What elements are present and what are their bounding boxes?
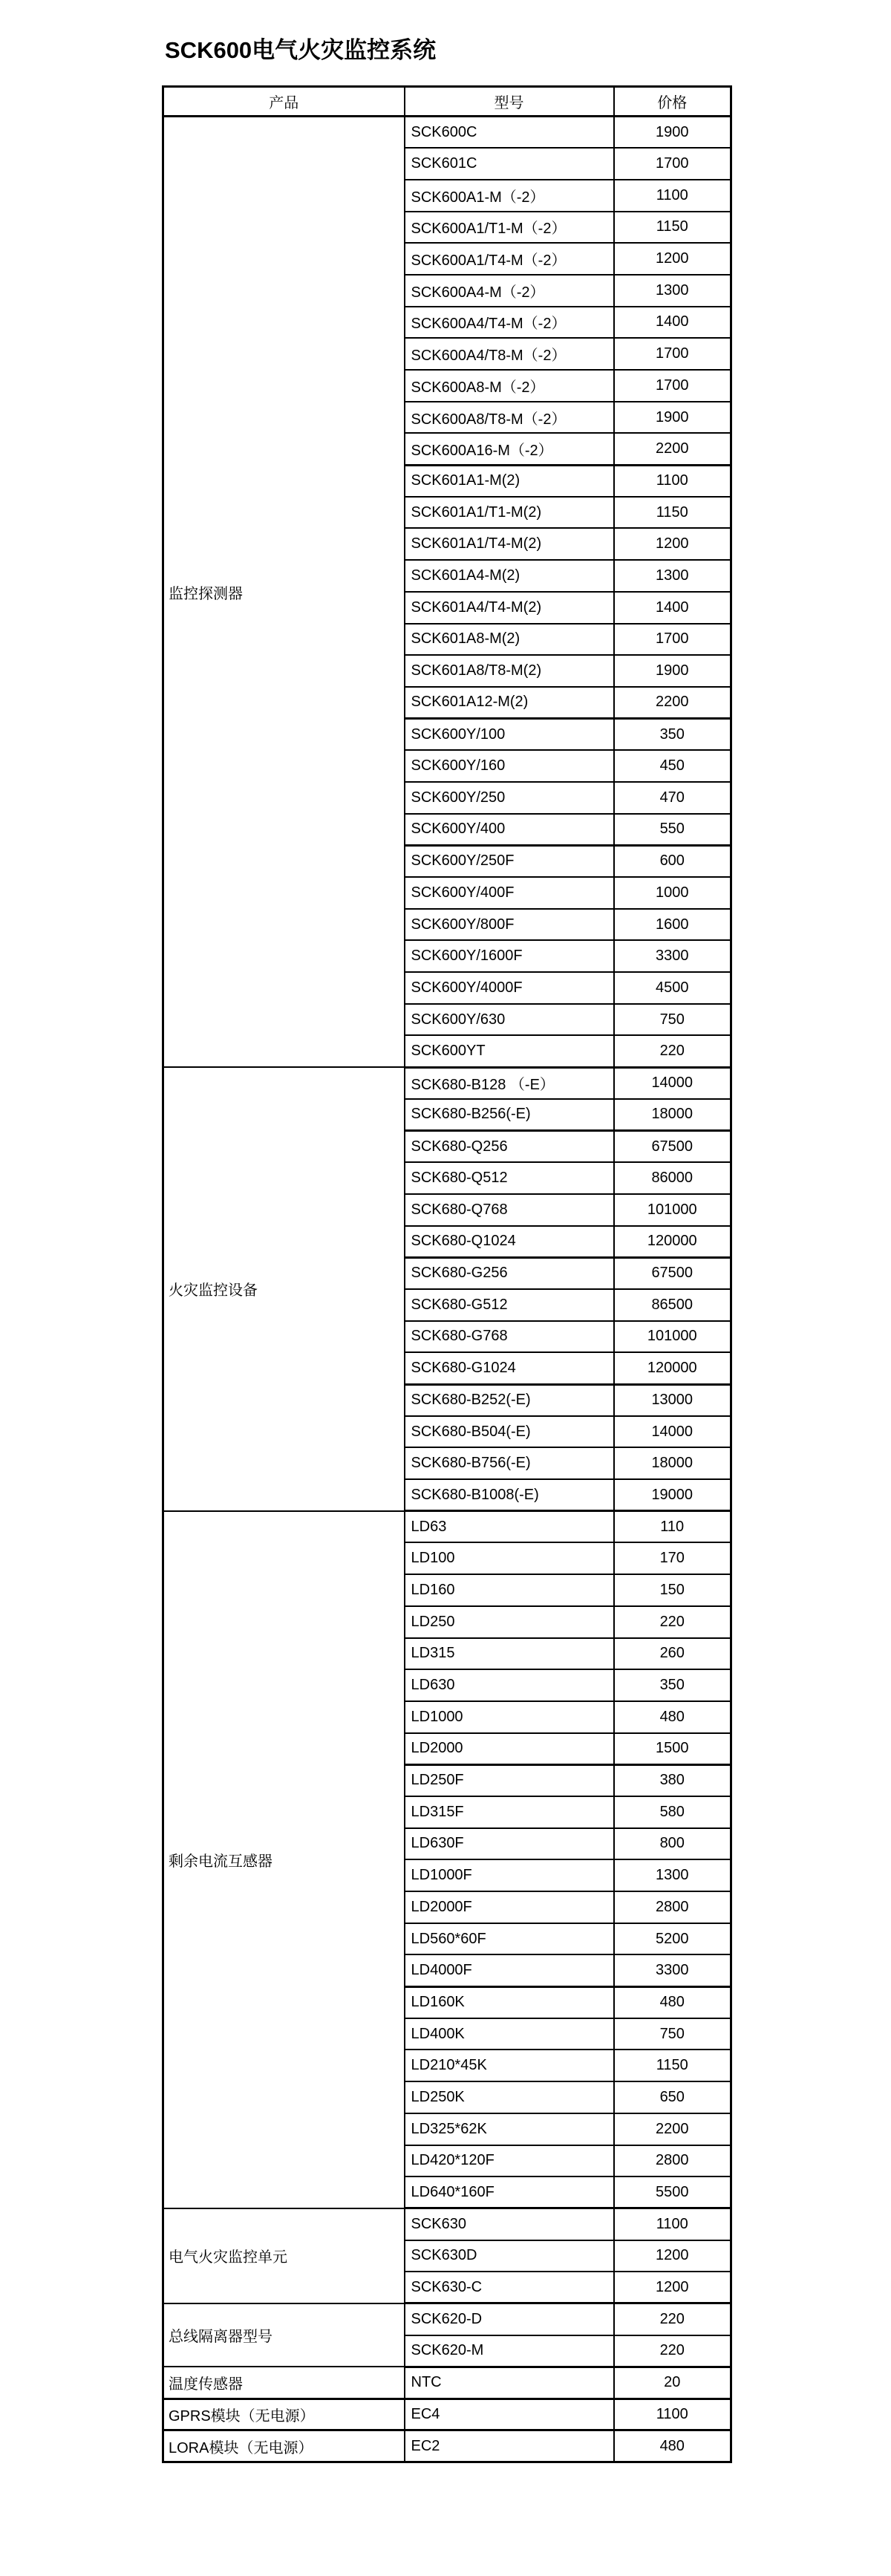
price-cell: 2200	[614, 2113, 731, 2145]
price-cell: 2200	[614, 687, 731, 719]
price-cell: 1400	[614, 307, 731, 339]
price-cell: 14000	[614, 1416, 731, 1448]
model-cell: SCK600Y/250	[405, 782, 614, 814]
model-cell: SCK600Y/400	[405, 814, 614, 846]
model-cell: SCK680-Q1024	[405, 1226, 614, 1258]
price-cell: 220	[614, 1606, 731, 1638]
model-cell: SCK600A4-M（-2）	[405, 275, 614, 307]
price-cell: 1700	[614, 148, 731, 180]
model-cell: LD315F	[405, 1796, 614, 1828]
model-cell: LD160	[405, 1574, 614, 1606]
price-cell: 480	[614, 1701, 731, 1733]
price-cell: 650	[614, 2081, 731, 2113]
model-cell: SCK600Y/4000F	[405, 972, 614, 1004]
price-cell: 5200	[614, 1923, 731, 1955]
model-cell: SCK601A12-M(2)	[405, 687, 614, 719]
model-cell: LD250F	[405, 1764, 614, 1796]
price-cell: 170	[614, 1542, 731, 1574]
price-cell: 1700	[614, 338, 731, 370]
model-cell: SCK600A8/T8-M（-2）	[405, 402, 614, 434]
model-cell: LD2000F	[405, 1891, 614, 1923]
price-cell: 86000	[614, 1162, 731, 1194]
price-cell: 350	[614, 719, 731, 751]
product-cell: 剩余电流互感器	[163, 1511, 405, 2208]
table-row	[163, 2430, 731, 2462]
price-cell: 600	[614, 845, 731, 877]
price-cell: 2800	[614, 2145, 731, 2177]
price-cell: 1300	[614, 560, 731, 592]
model-cell: SCK630-C	[405, 2272, 614, 2303]
price-cell: 350	[614, 1669, 731, 1701]
model-cell: LD640*160F	[405, 2176, 614, 2208]
model-cell: NTC	[405, 2367, 614, 2399]
model-cell: LD100	[405, 1542, 614, 1574]
price-cell: 120000	[614, 1352, 731, 1384]
model-cell: SCK630D	[405, 2240, 614, 2272]
model-cell: EC4	[405, 2399, 614, 2430]
model-cell: LD4000F	[405, 1954, 614, 1986]
model-cell: SCK601C	[405, 148, 614, 180]
price-cell: 1200	[614, 2240, 731, 2272]
price-cell: 1900	[614, 117, 731, 149]
price-cell: 470	[614, 782, 731, 814]
price-cell: 220	[614, 2303, 731, 2335]
table-row	[163, 1511, 731, 1543]
table-row	[163, 2303, 731, 2335]
price-cell: 5500	[614, 2176, 731, 2208]
price-cell: 1400	[614, 592, 731, 624]
product-cell: LORA模块（无电源）	[163, 2430, 405, 2462]
price-cell: 13000	[614, 1384, 731, 1416]
price-cell: 1200	[614, 528, 731, 560]
model-cell: LD560*60F	[405, 1923, 614, 1955]
model-cell: LD1000F	[405, 1859, 614, 1891]
model-cell: SCK600A4/T8-M（-2）	[405, 338, 614, 370]
model-cell: SCK600Y/100	[405, 719, 614, 751]
price-cell: 1600	[614, 909, 731, 941]
price-cell: 3300	[614, 1954, 731, 1986]
model-cell: SCK680-B256(-E)	[405, 1099, 614, 1131]
model-cell: SCK601A1/T1-M(2)	[405, 497, 614, 529]
model-cell: LD325*62K	[405, 2113, 614, 2145]
model-cell: SCK680-B756(-E)	[405, 1447, 614, 1479]
header-row	[163, 87, 731, 117]
product-cell: 监控探测器	[163, 117, 405, 1068]
model-cell: SCK600A1/T1-M（-2）	[405, 212, 614, 244]
table-row	[163, 117, 731, 149]
product-cell: 电气火灾监控单元	[163, 2208, 405, 2303]
price-cell: 550	[614, 814, 731, 846]
product-cell: GPRS模块（无电源）	[163, 2399, 405, 2430]
price-cell: 450	[614, 750, 731, 782]
table-header	[163, 87, 731, 117]
price-cell: 1500	[614, 1733, 731, 1765]
model-cell: LD630F	[405, 1828, 614, 1860]
price-cell: 20	[614, 2367, 731, 2399]
model-cell: SCK601A4/T4-M(2)	[405, 592, 614, 624]
price-cell: 480	[614, 1986, 731, 2018]
model-cell: SCK601A1/T4-M(2)	[405, 528, 614, 560]
table-row	[163, 2367, 731, 2399]
price-cell: 1150	[614, 2050, 731, 2081]
table-row	[163, 1067, 731, 1099]
model-cell: LD250K	[405, 2081, 614, 2113]
model-cell: SCK600Y/160	[405, 750, 614, 782]
model-cell: LD630	[405, 1669, 614, 1701]
table-row	[163, 2208, 731, 2240]
model-cell: SCK601A1-M(2)	[405, 465, 614, 497]
model-cell: SCK680-G1024	[405, 1352, 614, 1384]
model-cell: SCK680-B252(-E)	[405, 1384, 614, 1416]
price-cell: 18000	[614, 1099, 731, 1131]
price-cell: 1200	[614, 243, 731, 275]
model-cell: LD400K	[405, 2018, 614, 2050]
model-cell: SCK680-Q768	[405, 1194, 614, 1226]
price-cell: 1100	[614, 465, 731, 497]
price-cell: 220	[614, 2335, 731, 2367]
price-cell: 1150	[614, 212, 731, 244]
price-cell: 4500	[614, 972, 731, 1004]
model-cell: LD210*45K	[405, 2050, 614, 2081]
model-cell: LD315	[405, 1638, 614, 1670]
model-cell: SCK600Y/1600F	[405, 940, 614, 972]
header-product: 产品	[163, 87, 405, 117]
model-cell: LD1000	[405, 1701, 614, 1733]
price-cell: 67500	[614, 1131, 731, 1163]
model-cell: SCK600A16-M（-2）	[405, 433, 614, 465]
price-cell: 1000	[614, 877, 731, 909]
price-cell: 2800	[614, 1891, 731, 1923]
price-cell: 750	[614, 1004, 731, 1036]
price-cell: 120000	[614, 1226, 731, 1258]
price-cell: 1700	[614, 624, 731, 656]
model-cell: SCK601A8/T8-M(2)	[405, 655, 614, 687]
model-cell: SCK601A4-M(2)	[405, 560, 614, 592]
model-cell: SCK600C	[405, 117, 614, 149]
price-cell: 101000	[614, 1194, 731, 1226]
price-cell: 2200	[614, 433, 731, 465]
model-cell: SCK620-M	[405, 2335, 614, 2367]
price-cell: 1100	[614, 2399, 731, 2430]
product-cell: 温度传感器	[163, 2367, 405, 2399]
model-cell: SCK630	[405, 2208, 614, 2240]
model-cell: LD420*120F	[405, 2145, 614, 2177]
model-cell: SCK600Y/400F	[405, 877, 614, 909]
price-cell: 1100	[614, 180, 731, 212]
price-cell: 1200	[614, 2272, 731, 2303]
price-cell: 1100	[614, 2208, 731, 2240]
header-model: 型号	[405, 87, 614, 117]
price-cell: 380	[614, 1764, 731, 1796]
model-cell: SCK680-B504(-E)	[405, 1416, 614, 1448]
price-cell: 67500	[614, 1257, 731, 1289]
price-cell: 86500	[614, 1289, 731, 1321]
header-price: 价格	[614, 87, 731, 117]
model-cell: SCK680-G768	[405, 1321, 614, 1353]
model-cell: SCK600Y/250F	[405, 845, 614, 877]
price-cell: 110	[614, 1511, 731, 1543]
model-cell: SCK680-B128 （-E）	[405, 1067, 614, 1099]
model-cell: SCK680-B1008(-E)	[405, 1479, 614, 1511]
price-cell: 1300	[614, 275, 731, 307]
price-cell: 800	[614, 1828, 731, 1860]
model-cell: SCK601A8-M(2)	[405, 624, 614, 656]
model-cell: SCK600YT	[405, 1035, 614, 1067]
model-cell: SCK680-Q512	[405, 1162, 614, 1194]
price-cell: 1150	[614, 497, 731, 529]
price-cell: 1700	[614, 370, 731, 402]
model-cell: SCK600Y/630	[405, 1004, 614, 1036]
model-cell: SCK620-D	[405, 2303, 614, 2335]
price-cell: 260	[614, 1638, 731, 1670]
price-cell: 150	[614, 1574, 731, 1606]
model-cell: EC2	[405, 2430, 614, 2462]
model-cell: SCK600A1/T4-M（-2）	[405, 243, 614, 275]
model-cell: SCK680-Q256	[405, 1131, 614, 1163]
model-cell: SCK600Y/800F	[405, 909, 614, 941]
model-cell: SCK600A4/T4-M（-2）	[405, 307, 614, 339]
price-cell: 1900	[614, 402, 731, 434]
product-cell: 火灾监控设备	[163, 1067, 405, 1511]
price-cell: 480	[614, 2430, 731, 2462]
model-cell: LD2000	[405, 1733, 614, 1765]
price-cell: 3300	[614, 940, 731, 972]
price-cell: 14000	[614, 1067, 731, 1099]
price-cell: 1300	[614, 1859, 731, 1891]
price-cell: 750	[614, 2018, 731, 2050]
price-cell: 1900	[614, 655, 731, 687]
model-cell: SCK680-G256	[405, 1257, 614, 1289]
page-title: SCK600电气火灾监控系统	[165, 37, 437, 63]
model-cell: LD63	[405, 1511, 614, 1543]
product-cell: 总线隔离器型号	[163, 2303, 405, 2367]
model-cell: SCK600A1-M（-2）	[405, 180, 614, 212]
table-row	[163, 2399, 731, 2430]
price-cell: 18000	[614, 1447, 731, 1479]
model-cell: LD160K	[405, 1986, 614, 2018]
price-table	[162, 85, 732, 2463]
price-cell: 19000	[614, 1479, 731, 1511]
price-cell: 101000	[614, 1321, 731, 1353]
model-cell: SCK600A8-M（-2）	[405, 370, 614, 402]
price-cell: 580	[614, 1796, 731, 1828]
price-cell: 220	[614, 1035, 731, 1067]
model-cell: SCK680-G512	[405, 1289, 614, 1321]
price-table-body	[163, 117, 731, 2462]
model-cell: LD250	[405, 1606, 614, 1638]
